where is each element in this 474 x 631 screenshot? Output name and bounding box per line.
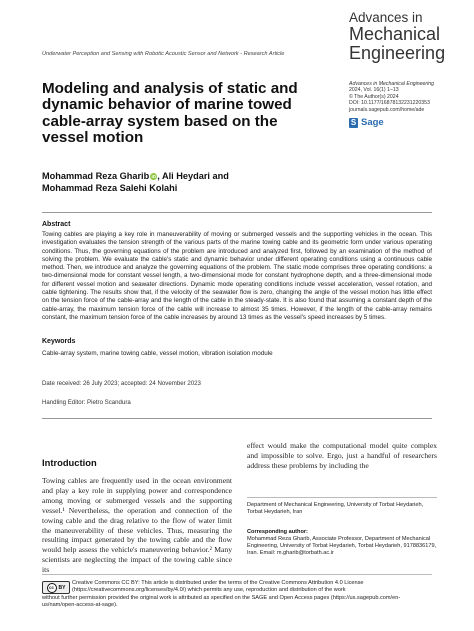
handling-editor: Handling Editor: Pietro Scandura bbox=[42, 399, 131, 406]
brand-line-3: Engineering bbox=[349, 43, 446, 63]
keywords-text: Cable-array system, marine towing cable, vessel motion, vibration isolation module bbox=[42, 350, 273, 357]
meta-doi[interactable]: DOI: 10.1177/16878132231220353 bbox=[349, 100, 430, 107]
orcid-icon[interactable]: iD bbox=[151, 174, 156, 179]
license-text: Creative Commons CC BY: This article is distributed under the terms of the Creative Commons Attribution 4.0 License (https://creativecommons.org/licenses/by/4.0/) which permits any use, reproduction and distribution of the work bbox=[72, 580, 364, 594]
running-head: Underwater Perception and Sensing with Robotic Acoustic Sensor and Network - Research Article bbox=[42, 51, 285, 57]
license-text-2: without further permission provided the original work is attributed as specified on the SAGE and Open Access pages (https://us.sagepub.com/en-us/nam/open-access-at-sage). bbox=[42, 595, 401, 609]
sage-logo-icon: S bbox=[350, 118, 357, 127]
brand-line-1: Advances in bbox=[349, 10, 423, 25]
footnote-divider bbox=[247, 497, 437, 498]
article-title: Modeling and analysis of static and dynamic behavior of marine towed cable-array system based on the vessel motion bbox=[42, 80, 298, 146]
meta-url[interactable]: journals.sagepub.com/home/ade bbox=[349, 106, 425, 113]
abstract-text: Towing cables are playing a key role in maneuverability of moving or submerged vessels and the supporting vehicles in the ocean. This investigation evaluates the tension strength of the various parts of the marine towing cable and its geometric form under various operating conditions. Thus, the governing equations of the problem are introduced and analyzed first, followed by an examination of the method of solving the problem. We evaluate the cable's static and dynamic behavior under different operating conditions using a continuous cable method. Then, we introduce and analyze the governing equations of the problem. The static mode comprises three operating conditions: a two-dimensional mode for constant vessel length, a two-dimensional mode for constant hydrophone depth, and a three-dimensional mode for different vessel motion and seawater directions. Dynamic mode operating conditions include vessel acceleration, vessel rotation, and cable tightening. The results show that, if the velocity of the seawater flow is zero, changing the angle of the vessel motion has little effect on the tension force of the cable-array and the length of the cable in the steady-state. It is also found that assuming a constant depth of the cable-array, the maximum tension force of the cable will increase to almost 35 times. However, if the length of the cable-array remains constant, the maximum tension force of the cable increases by around 13 times as the vessel's speed increases by 5 times. bbox=[42, 231, 432, 321]
author-1[interactable]: Mohammad Reza Gharib bbox=[42, 171, 150, 181]
meta-copyright: © The Author(s) 2024 bbox=[349, 93, 399, 100]
brand-line-2: Mechanical bbox=[349, 24, 441, 44]
corresponding-heading: Corresponding author: bbox=[247, 529, 308, 535]
cc-by-badge[interactable] bbox=[42, 581, 70, 594]
author-4[interactable]: Mohammad Reza Salehi Kolahi bbox=[42, 183, 178, 193]
divider bbox=[42, 418, 432, 419]
meta-volume: 2024, Vol. 16(1) 1–13 bbox=[349, 87, 399, 94]
abstract-heading: Abstract bbox=[42, 221, 71, 228]
journal-meta bbox=[349, 81, 434, 113]
cc-icon: cc bbox=[47, 583, 57, 593]
divider bbox=[42, 212, 432, 213]
dates-line: Date received: 26 July 2023; accepted: 24 November 2023 bbox=[42, 380, 201, 387]
publisher-name: Sage bbox=[361, 117, 384, 128]
publisher-logo bbox=[349, 117, 384, 128]
intro-right-column: effect would make the computational model quite complex and impossible to solve. Ergo, just a handful of researchers address these problems by including the bbox=[247, 441, 437, 470]
corresponding-text: Mohammad Reza Gharib, Associate Professor, Department of Mechanical Engineering, University of Torbat Heydarieh, Torbat Heydarieh, 9178836179, Iran. Email: m.gharib@torbath.ac.ir bbox=[247, 536, 437, 556]
intro-heading: Introduction bbox=[42, 457, 97, 468]
affiliation: Department of Mechanical Engineering, University of Torbat Heydarieh, Torbat Heydarieh, Iran bbox=[247, 502, 424, 515]
meta-journal-name: Advances in Mechanical Engineering bbox=[349, 81, 435, 87]
journal-brand bbox=[349, 10, 445, 63]
author-2-3: , Ali Heydari and bbox=[157, 171, 229, 181]
intro-left-column: Towing cables are frequently used in the ocean environment and play a key role in supplying power and correspondence among moving or submerged vessels and the supporting vessel.¹ Nevertheless, the operation and connection of the towing cable and the drag relative to the flow of water limit the maneuverability of these vehicles. Thus, measuring the resulting impact generated by the towing cable and the flow would help assess the vehicle's maneuvering behavior.² Many scientists are neglecting the impact of the towing cable since its bbox=[42, 476, 232, 575]
keywords-heading: Keywords bbox=[42, 338, 76, 345]
divider bbox=[42, 574, 432, 575]
by-label: BY bbox=[58, 584, 66, 591]
author-list bbox=[42, 170, 342, 194]
